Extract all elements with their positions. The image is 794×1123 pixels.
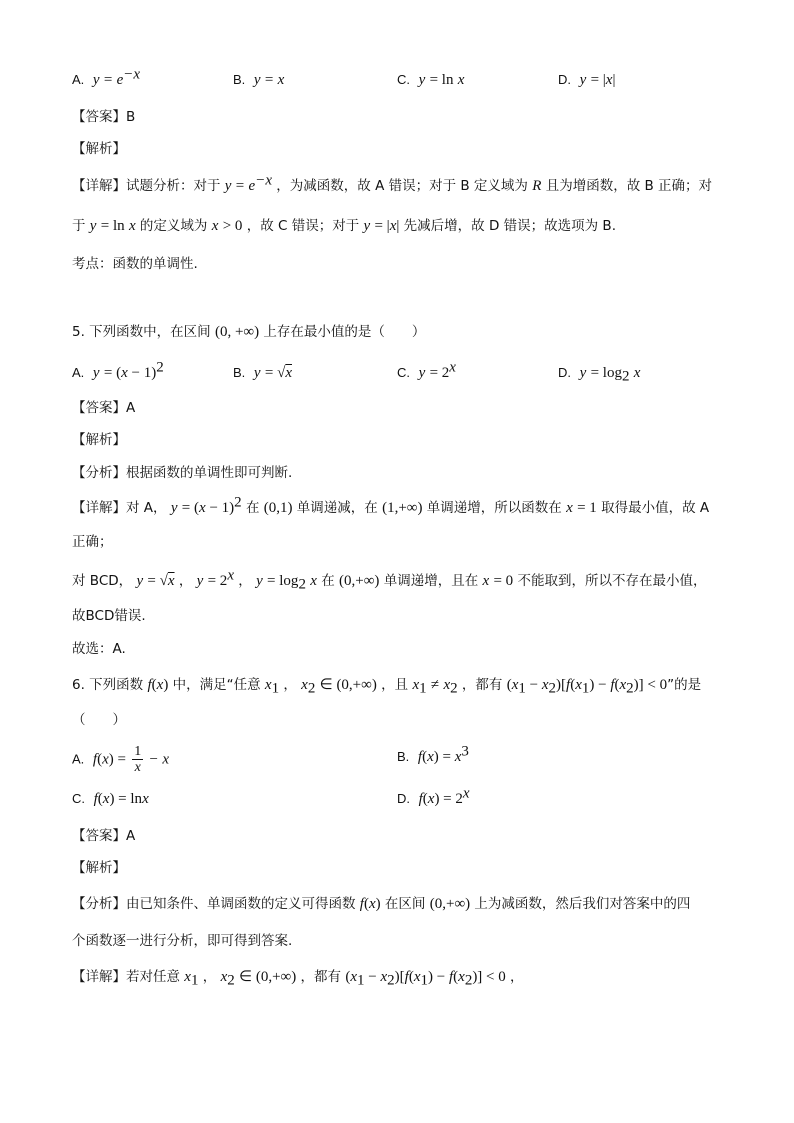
- q4-option-a: A. $y = e^{-x}$: [72, 66, 141, 88]
- q5-option-c: C. $y = 2^x$: [397, 359, 456, 381]
- q4-option-b: B. y = x: [233, 72, 285, 88]
- q6-option-b: B. $f(x) = x^3$: [397, 743, 469, 765]
- q5-option-b: B. y = √x: [233, 365, 292, 381]
- q5-select: 故选：A.: [72, 641, 126, 657]
- q6-option-d: D. $f(x) = 2^x$: [397, 785, 470, 807]
- q5-answer: 【答案】A: [72, 400, 136, 416]
- q6-fenxi-line-1: 【分析】由已知条件、单调函数的定义可得函数 f(x) 在区间 (0,+∞) 上为减函数，然后我们对答案中的四: [72, 896, 691, 912]
- q6-option-c: C. f(x) = lnx: [72, 791, 149, 807]
- q4-jiexi-heading: 【解析】: [72, 141, 126, 157]
- q6-stem-line-2: （ ）: [72, 712, 126, 728]
- q5-option-d: D. $y = \log_2 x$: [558, 365, 641, 385]
- q5-stem: 5. 下列函数中，在区间 (0, +∞) 上存在最小值的是（ ）: [72, 324, 426, 340]
- q4-answer: 【答案】B: [72, 109, 136, 125]
- q5-detail-line-1: 【详解】对 A， $y = (x - 1)^2$ 在 (0,1) 单调递减，在 (1,+∞) 单调递增，所以函数在 x = 1 取得最小值，故 A: [72, 494, 710, 516]
- q6-detail-line-1: 【详解】若对任意 $x_1$ ， $x_2$ ∈ (0,+∞) ，都有 $(x_1 - x_2)[f(x_1) - f(x_2)] < 0$ ，: [72, 969, 524, 989]
- q4-detail-line-2: 于 y = ln x 的定义域为 x > 0 ，故 C 错误；对于 y = |x| 先减后增，故 D 错误；故选项为 B.: [72, 218, 616, 234]
- q5-detail-line-2: 正确；: [72, 534, 113, 550]
- q6-jiexi-heading: 【解析】: [72, 860, 126, 876]
- q4-option-c: C. y = ln x: [397, 72, 465, 88]
- q4-option-d: D. y = |x|: [558, 72, 616, 88]
- q6-fenxi-line-2: 个函数逐一进行分析，即可得到答案.: [72, 933, 293, 949]
- q5-detail-line-3: 对 BCD， y = √x ， $y = 2^x$ ， $y = \log_2 x$ 在 (0,+∞) 单调递增，且在 x = 0 不能取到，所以不存在最小值，: [72, 567, 707, 593]
- q5-fenxi: 【分析】根据函数的单调性即可判断.: [72, 465, 293, 481]
- q4-kaodian: 考点：函数的单调性.: [72, 256, 198, 272]
- q5-jiexi-heading: 【解析】: [72, 432, 126, 448]
- q6-option-a: A. f(x) = $\frac{1}{x}$ − x: [72, 744, 169, 775]
- q5-detail-line-4: 故BCD错误.: [72, 608, 146, 624]
- q6-answer: 【答案】A: [72, 828, 136, 844]
- q6-stem-line-1: 6. 下列函数 f(x) 中，满足“任意 $x_1$ ， $x_2$ ∈ (0,+∞) ，且 $x_1 \ne x_2$ ，都有 $(x_1 - x_2)[f(x_1) - f(x_2)] < 0$”的是: [72, 677, 702, 697]
- q4-detail-line-1: 【详解】试题分析：对于 $y = e^{-x}$ ，为减函数，故 A 错误；对于 B 定义域为 R 且为增函数，故 B 正确；对: [72, 172, 713, 194]
- q5-option-a: A. $y = (x - 1)^2$: [72, 359, 164, 381]
